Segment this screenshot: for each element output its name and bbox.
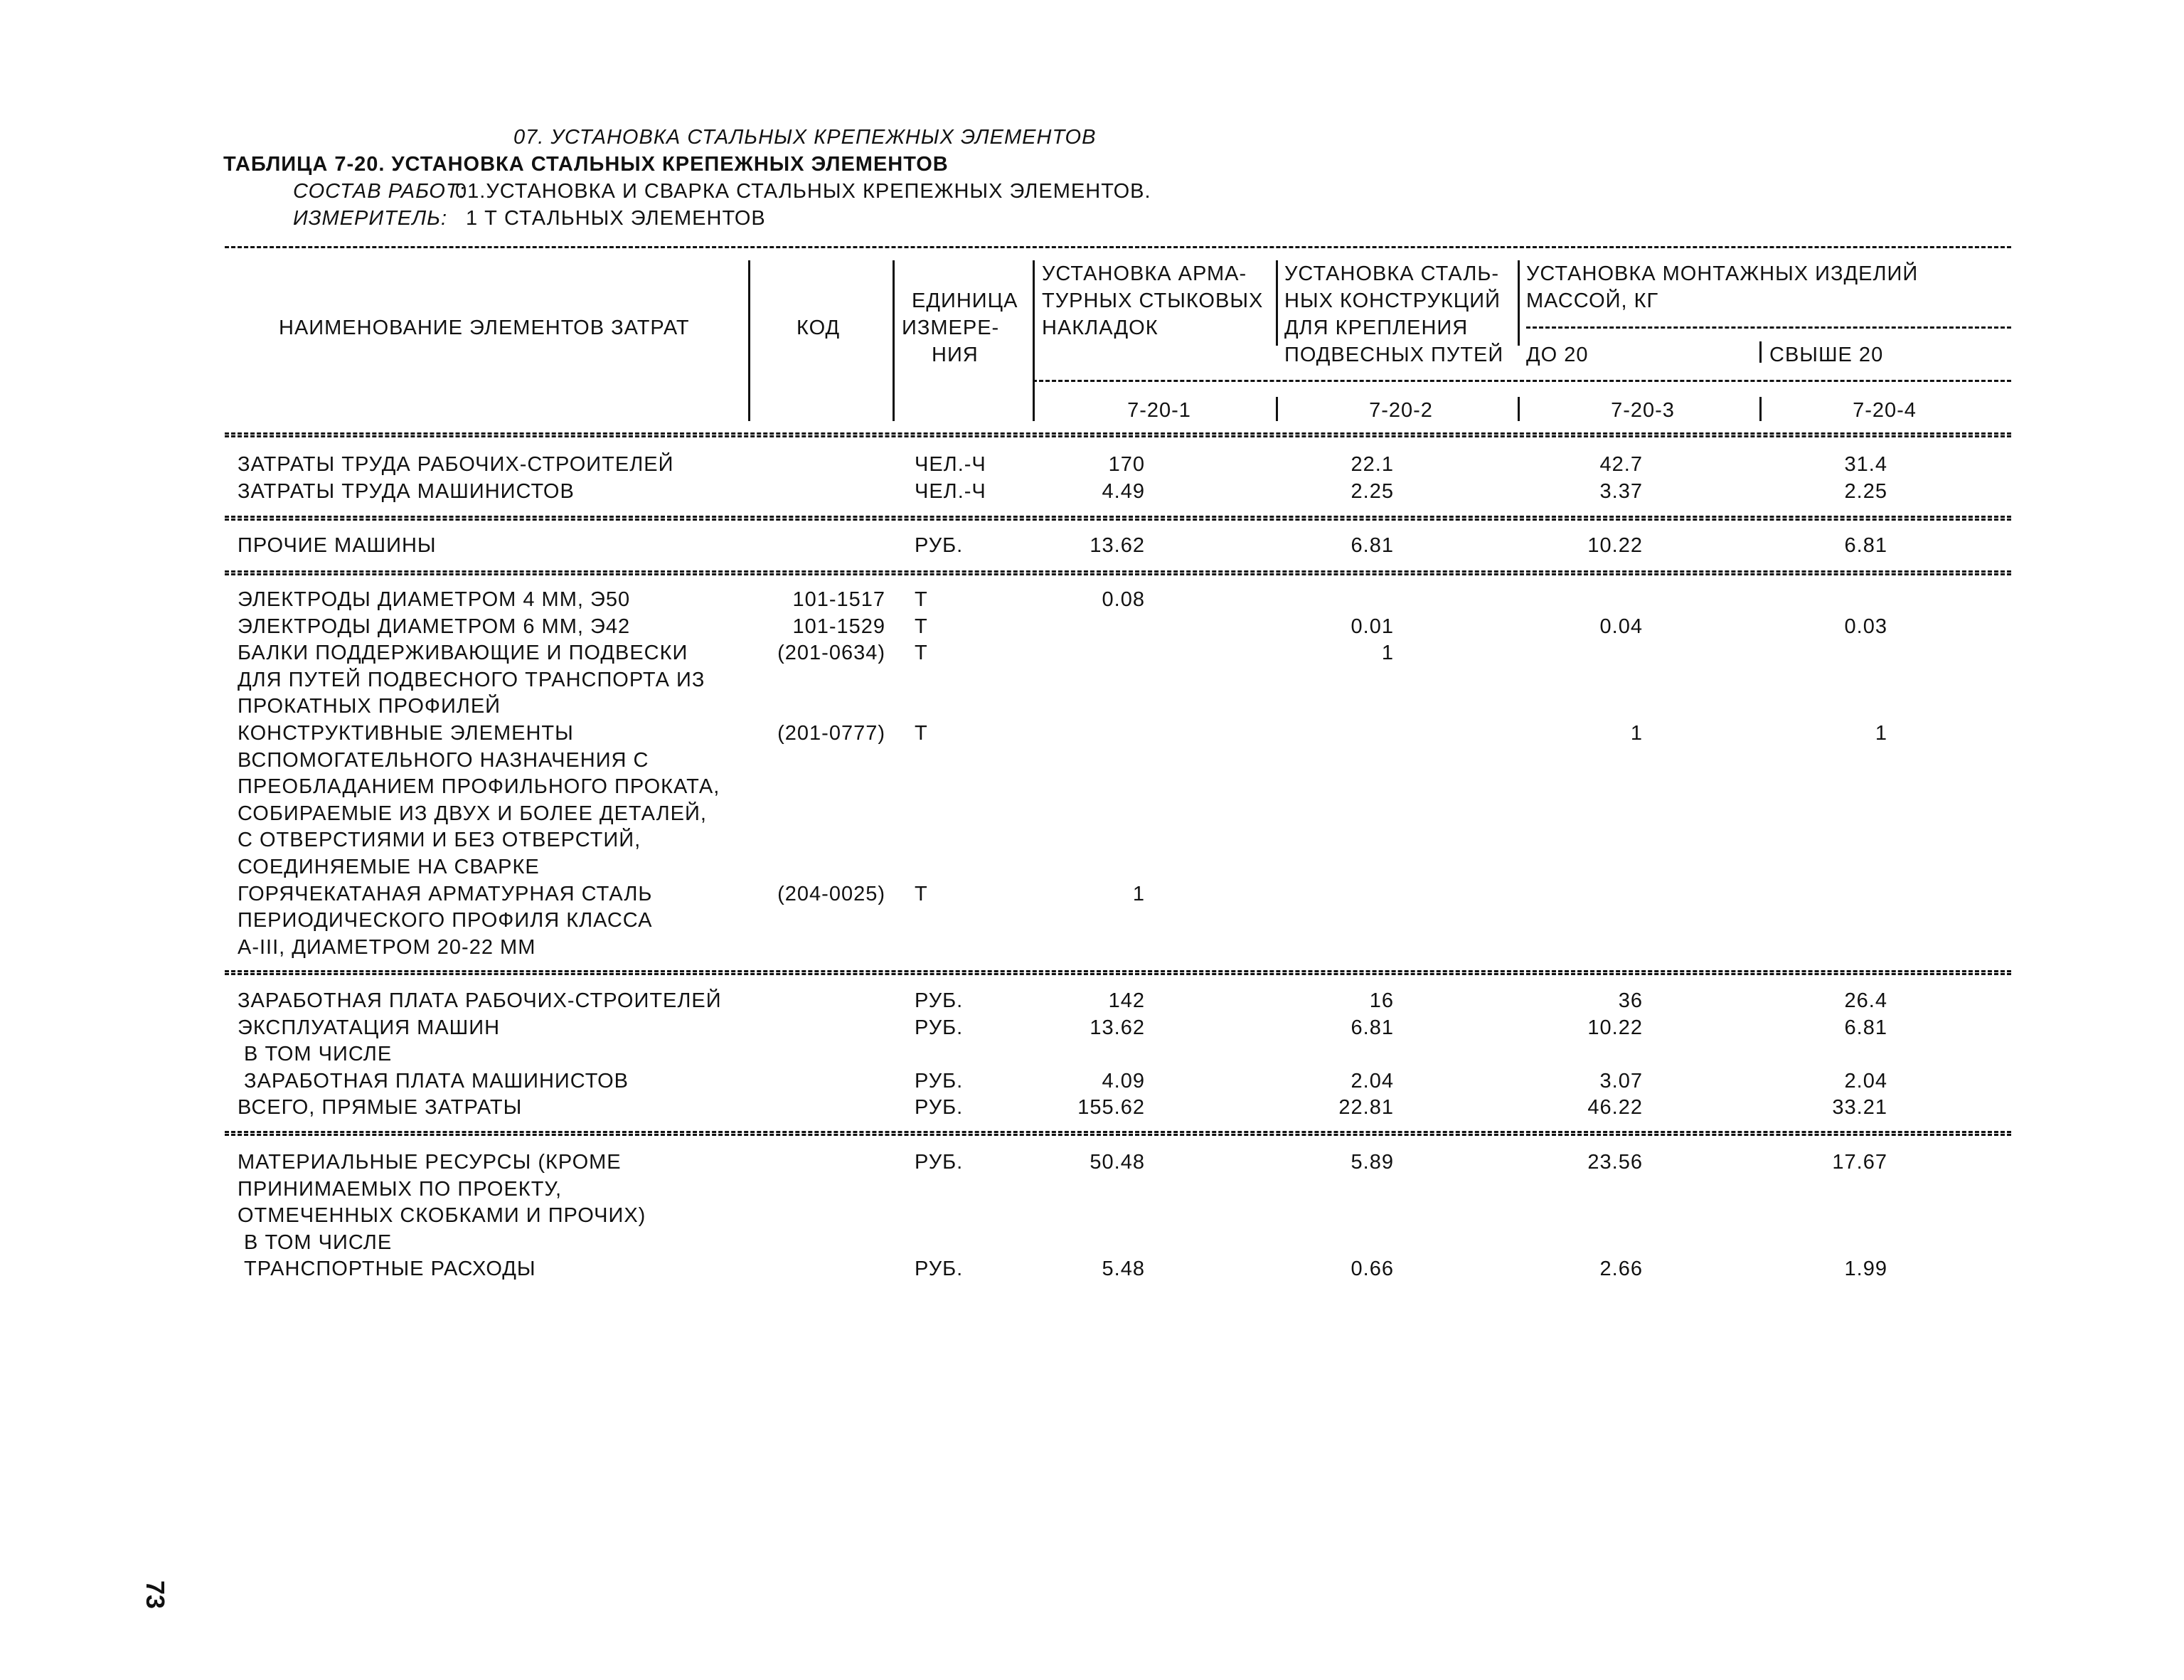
row-name: ВСЕГО, ПРЯМЫЕ ЗАТРАТЫ — [238, 1096, 523, 1120]
col-sep-unit — [1033, 260, 1035, 421]
material-code: (201-0634) — [777, 642, 885, 665]
value-cell: 3.37 — [1599, 479, 1643, 503]
col-sep-name — [748, 260, 750, 421]
row-unit: Т — [915, 722, 928, 745]
resources-name-line: В ТОМ ЧИСЛЕ — [238, 1230, 393, 1254]
rule-after-materials — [225, 970, 2011, 972]
header-col1-3: НАКЛАДОК — [1042, 317, 1158, 339]
value-cell: 2.66 — [1599, 1258, 1643, 1280]
value-cell: 0.03 — [1844, 615, 1887, 638]
code-7-20-2: 7-20-2 — [1369, 399, 1433, 422]
value-cell: 4.09 — [1102, 1069, 1145, 1092]
material-name-line: А-III, ДИАМЕТРОМ 20-22 ММ — [238, 935, 536, 959]
material-name-line: ДЛЯ ПУТЕЙ ПОДВЕСНОГО ТРАНСПОРТА ИЗ — [238, 668, 705, 691]
row-name: ЗАТРАТЫ ТРУДА МАШИНИСТОВ — [238, 479, 575, 503]
value-cell: 1 — [1630, 722, 1643, 745]
material-code: (204-0025) — [777, 882, 885, 905]
value-cell: 2.25 — [1844, 479, 1887, 503]
material-name-line: БАЛКИ ПОДДЕРЖИВАЮЩИЕ И ПОДВЕСКИ — [238, 642, 688, 665]
section-title: 07. УСТАНОВКА СТАЛЬНЫХ КРЕПЕЖНЫХ ЭЛЕМЕНТОВ — [513, 126, 1097, 149]
table-title: ТАБЛИЦА 7-20. УСТАНОВКА СТАЛЬНЫХ КРЕПЕЖНЫХ ЭЛЕМЕНТОВ — [223, 153, 949, 176]
value-cell: 2.25 — [1351, 479, 1394, 503]
row-unit: Т — [915, 615, 928, 638]
value-cell: 1.99 — [1844, 1258, 1887, 1280]
row-name: В ТОМ ЧИСЛЕ — [238, 1043, 393, 1066]
row-unit: РУБ. — [915, 989, 964, 1012]
col-sep-2 — [1518, 260, 1520, 346]
value-cell: 170 — [1108, 453, 1145, 476]
value-cell: 13.62 — [1090, 534, 1145, 557]
row-unit: ЧЕЛ.-Ч — [915, 479, 986, 503]
value-cell: 4.49 — [1102, 479, 1145, 503]
value-cell: 6.81 — [1844, 1016, 1887, 1039]
header-col3: ДО 20 — [1526, 344, 1589, 366]
rule-after-costs — [225, 1131, 2011, 1133]
value-cell: 46.22 — [1587, 1096, 1643, 1120]
material-name-line: СОБИРАЕМЫЕ ИЗ ДВУХ И БОЛЕЕ ДЕТАЛЕЙ, — [238, 802, 707, 825]
row-unit: Т — [915, 642, 928, 665]
material-name-line: ЭЛЕКТРОДЫ ДИАМЕТРОМ 4 ММ, Э50 — [238, 588, 631, 611]
value-cell: 31.4 — [1844, 453, 1887, 476]
meter-label: ИЗМЕРИТЕЛЬ: — [293, 207, 448, 230]
header-codes-rule — [1033, 380, 2011, 382]
header-col2-3: ДЛЯ КРЕПЛЕНИЯ — [1284, 317, 1469, 339]
value-cell: 0.08 — [1102, 588, 1145, 611]
header-col1-2: ТУРНЫХ СТЫКОВЫХ — [1042, 289, 1264, 312]
row-unit: РУБ. — [915, 1069, 964, 1092]
col-sep-code — [893, 260, 895, 421]
value-cell: 2.04 — [1351, 1069, 1394, 1092]
header-col2-1: УСТАНОВКА СТАЛЬ- — [1284, 262, 1500, 285]
value-cell: 17.67 — [1832, 1151, 1887, 1174]
value-cell: 0.01 — [1351, 615, 1394, 638]
rule-after-labor-2 — [225, 519, 2011, 521]
row-name: ЗАРАБОТНАЯ ПЛАТА МАШИНИСТОВ — [238, 1069, 629, 1092]
header-unit-2: ИЗМЕРЕ- — [902, 317, 1000, 339]
header-split-rule — [1526, 326, 2011, 329]
value-cell: 0.66 — [1351, 1258, 1394, 1280]
header-code: КОД — [797, 317, 841, 339]
material-name-line: ЭЛЕКТРОДЫ ДИАМЕТРОМ 6 ММ, Э42 — [238, 615, 631, 638]
row-unit: РУБ. — [915, 1151, 964, 1174]
rule-after-machines — [225, 570, 2011, 573]
material-name-line: ГОРЯЧЕКАТАНАЯ АРМАТУРНАЯ СТАЛЬ — [238, 882, 653, 905]
code-sep-3 — [1759, 397, 1762, 421]
value-cell: 13.62 — [1090, 1016, 1145, 1039]
rule-after-labor — [225, 516, 2011, 518]
value-cell: 1 — [1132, 882, 1145, 905]
row-unit: РУБ. — [915, 534, 964, 557]
value-cell: 1 — [1875, 722, 1887, 745]
header-unit-1: ЕДИНИЦА — [912, 289, 1018, 312]
code-sep-1 — [1276, 397, 1278, 421]
material-name-line: ПРЕОБЛАДАНИЕМ ПРОФИЛЬНОГО ПРОКАТА, — [238, 775, 720, 799]
code-7-20-1: 7-20-1 — [1127, 399, 1191, 422]
value-cell: 6.81 — [1844, 534, 1887, 557]
work-label: СОСТАВ РАБОТ: — [293, 180, 466, 203]
header-col2-2: НЫХ КОНСТРУКЦИЙ — [1284, 289, 1501, 312]
header-name: НАИМЕНОВАНИЕ ЭЛЕМЕНТОВ ЗАТРАТ — [279, 317, 690, 339]
value-cell: 0.04 — [1599, 615, 1643, 638]
header-col34-1: УСТАНОВКА МОНТАЖНЫХ ИЗДЕЛИЙ — [1526, 262, 1919, 285]
code-7-20-4: 7-20-4 — [1853, 399, 1917, 422]
value-cell: 2.04 — [1844, 1069, 1887, 1092]
header-col2-4: ПОДВЕСНЫХ ПУТЕЙ — [1284, 344, 1504, 366]
resources-name-line: ПРИНИМАЕМЫХ ПО ПРОЕКТУ, — [238, 1177, 563, 1201]
value-cell: 5.89 — [1351, 1151, 1394, 1174]
material-name-line: ВСПОМОГАТЕЛЬНОГО НАЗНАЧЕНИЯ С — [238, 748, 649, 772]
material-name-line: ПРОКАТНЫХ ПРОФИЛЕЙ — [238, 695, 501, 718]
code-7-20-3: 7-20-3 — [1611, 399, 1675, 422]
col-sep-3 — [1759, 341, 1762, 363]
row-unit: ЧЕЛ.-Ч — [915, 453, 986, 476]
header-bottom-rule-2 — [225, 435, 2011, 437]
resources-name-line: ОТМЕЧЕННЫХ СКОБКАМИ И ПРОЧИХ) — [238, 1204, 646, 1228]
work-value: 01.УСТАНОВКА И СВАРКА СТАЛЬНЫХ КРЕПЕЖНЫХ ЭЛЕМЕНТОВ. — [455, 180, 1151, 203]
row-name: ЗАТРАТЫ ТРУДА РАБОЧИХ-СТРОИТЕЛЕЙ — [238, 453, 674, 476]
meter-value: 1 Т СТАЛЬНЫХ ЭЛЕМЕНТОВ — [466, 207, 766, 230]
material-name-line: КОНСТРУКТИВНЫЕ ЭЛЕМЕНТЫ — [238, 722, 574, 745]
header-bottom-rule — [225, 432, 2011, 435]
value-cell: 6.81 — [1351, 1016, 1394, 1039]
header-col1-1: УСТАНОВКА АРМА- — [1042, 262, 1247, 285]
value-cell: 42.7 — [1599, 453, 1643, 476]
material-code: (201-0777) — [777, 722, 885, 745]
material-name-line: СОЕДИНЯЕМЫЕ НА СВАРКЕ — [238, 856, 540, 878]
value-cell: 33.21 — [1832, 1096, 1887, 1120]
value-cell: 22.81 — [1338, 1096, 1394, 1120]
resources-name-line: МАТЕРИАЛЬНЫЕ РЕСУРСЫ (КРОМЕ — [238, 1151, 622, 1174]
value-cell: 155.62 — [1077, 1096, 1145, 1120]
header-top-rule — [225, 246, 2011, 248]
row-name: ЭКСПЛУАТАЦИЯ МАШИН — [238, 1016, 501, 1039]
rule-after-materials-2 — [225, 973, 2011, 975]
page-number: 73 — [141, 1580, 170, 1610]
value-cell: 6.81 — [1351, 534, 1394, 557]
header-col34-2: МАССОЙ, КГ — [1526, 289, 1659, 312]
value-cell: 5.48 — [1102, 1258, 1145, 1280]
value-cell: 3.07 — [1599, 1069, 1643, 1092]
material-name-line: С ОТВЕРСТИЯМИ И БЕЗ ОТВЕРСТИЙ, — [238, 829, 641, 852]
row-unit: РУБ. — [915, 1258, 964, 1280]
value-cell: 16 — [1369, 989, 1394, 1012]
code-sep-2 — [1518, 397, 1520, 421]
value-cell: 1 — [1381, 642, 1394, 665]
value-cell: 23.56 — [1587, 1151, 1643, 1174]
material-code: 101-1517 — [792, 588, 885, 611]
value-cell: 36 — [1618, 989, 1643, 1012]
row-unit: РУБ. — [915, 1096, 964, 1120]
value-cell: 26.4 — [1844, 989, 1887, 1012]
rule-after-machines-2 — [225, 573, 2011, 575]
row-name: ТРАНСПОРТНЫЕ РАСХОДЫ — [238, 1258, 536, 1280]
row-unit: Т — [915, 882, 928, 905]
value-cell: 50.48 — [1090, 1151, 1145, 1174]
header-unit-3: НИЯ — [932, 344, 979, 366]
header-col4: СВЫШЕ 20 — [1769, 344, 1884, 366]
material-code: 101-1529 — [792, 615, 885, 638]
material-name-line: ПЕРИОДИЧЕСКОГО ПРОФИЛЯ КЛАССА — [238, 909, 653, 932]
value-cell: 142 — [1108, 989, 1145, 1012]
rule-after-costs-2 — [225, 1134, 2011, 1136]
value-cell: 10.22 — [1587, 534, 1643, 557]
row-unit: РУБ. — [915, 1016, 964, 1039]
col-sep-1 — [1276, 260, 1278, 346]
row-name: ЗАРАБОТНАЯ ПЛАТА РАБОЧИХ-СТРОИТЕЛЕЙ — [238, 989, 722, 1012]
value-cell: 10.22 — [1587, 1016, 1643, 1039]
value-cell: 22.1 — [1351, 453, 1394, 476]
row-unit: Т — [915, 588, 928, 611]
row-name: ПРОЧИЕ МАШИНЫ — [238, 534, 437, 557]
